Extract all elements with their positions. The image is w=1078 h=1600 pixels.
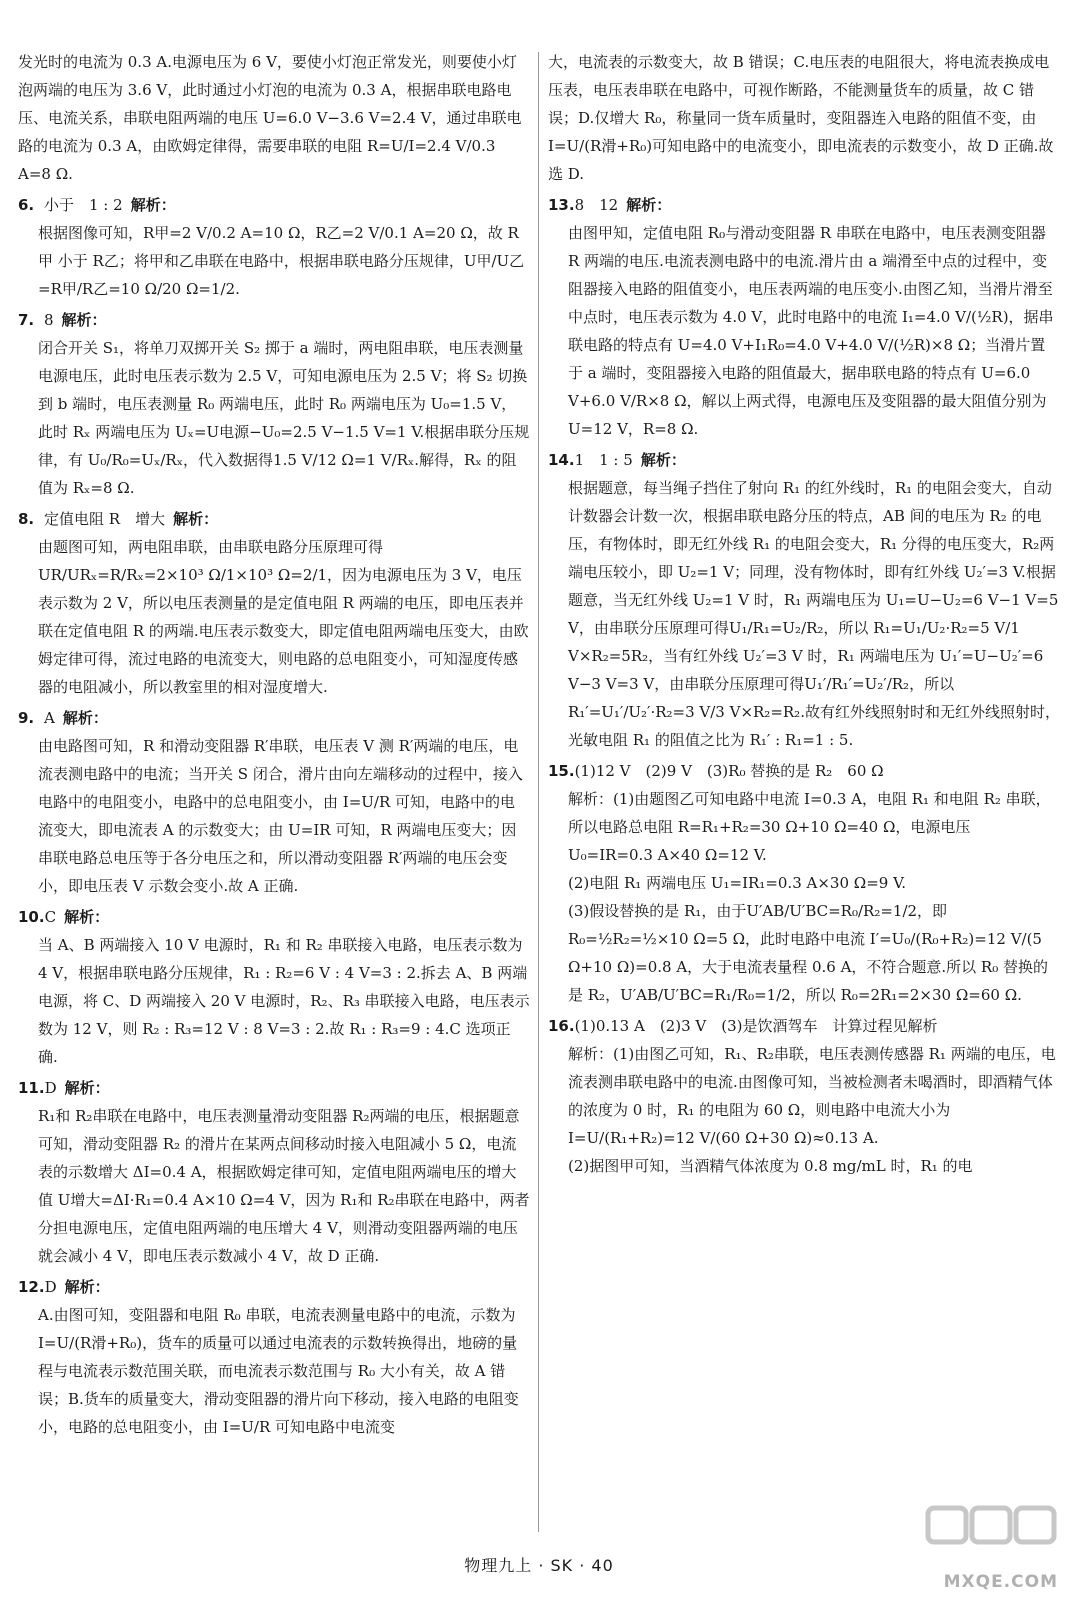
answer-item — [18, 191, 530, 303]
analysis-text: 由电路图可知，R 和滑动变阻器 R′串联，电压表 V 测 R′两端的电压，电流表测电路中的电流；当开关 S 闭合，滑片由向左端移动的过程中，接入电路中的电阻变小，电路中的总电阻变小，由 I=U/R 可知，电路中的电流变大，即电流表 A 的示数变大；由 U=IR 可知，R 两端电压变大；因串联电路总电压等于各分电压之和，所以滑动变阻器 R′两端的电压会变小，即电压表 V 示数会变小.故 A 正确. — [38, 737, 523, 895]
analysis-text: 当 A、B 两端接入 10 V 电源时，R₁ 和 R₂ 串联接入电路，电压表示数为 4 V，根据串联电路分压规律，R₁ : R₂=6 V : 4 V=3 : 2.拆去 A、B 两端电源，将 C、D 两端接入 20 V 电源时，R₂、R₃ 串联接入电路，电压表示数为 12 V，则 R₂ : R₃=12 V : 8 V=3 : 2.故 R₁ : R₃=9 : 4.C 选项正确. — [38, 936, 530, 1066]
answer-item — [18, 48, 530, 188]
answer-value: 1 1 : 5 — [574, 451, 633, 469]
analysis-text: 由题图可知，两电阻串联，由串联电路分压原理可得UR/URₓ=R/Rₓ=2×10³ Ω/1×10³ Ω=2/1，因为电源电压为 3 V，电压表示数为 2 V，所以电压表测量的是定值电阻 R 两端的电压，即电压表并联在定值电阻 R 的两端.电压表示数变大，即定值电阻两端电压变大，由欧姆定律可得，流过电路的电流变大，则电路的总电阻变小，可知湿度传感器的电阻减小，所以教室里的相对湿度增大. — [38, 538, 529, 696]
answer-lead — [18, 903, 530, 931]
answer-lead — [18, 704, 530, 732]
question-number: 12. — [18, 1278, 45, 1296]
answer-item — [18, 306, 530, 502]
answer-lead — [18, 1273, 530, 1301]
answer-item — [18, 903, 530, 1071]
answer-lead — [548, 1012, 1060, 1040]
answer-lead — [548, 446, 1060, 474]
left-column — [18, 48, 530, 1444]
analysis-text: 解析：(1)由图乙可知，R₁、R₂串联，电压表测传感器 R₁ 两端的电压，电流表测串联电路中的电流.由图像可知，当被检测者未喝酒时，即酒精气体的浓度为 0 时，R₁ 的电阻为 60 Ω，则电路中电流大小为 I=U/(R₁+R₂)=12 V/(60 Ω+30 Ω)≈0.13 A. (2)据图甲可知，当酒精气体浓度为 0.8 mg/mL 时，R₁ 的电 — [568, 1045, 1056, 1175]
answer-item — [18, 1273, 530, 1441]
question-number: 9. — [18, 709, 35, 727]
answer-value: (1)12 V (2)9 V (3)R₀ 替换的是 R₂ 60 Ω — [574, 762, 884, 780]
analysis-tag: 解析： — [626, 196, 672, 214]
analysis-tag: 解析： — [173, 510, 219, 528]
analysis-text: 由图甲知，定值电阻 R₀与滑动变阻器 R 串联在电路中，电压表测变阻器 R 两端的电压.电流表测电路中的电流.滑片由 a 端滑至中点的过程中，变阻器接入电路的阻值变小，电压表两端的电压变小.由图乙知，当滑片滑至中点时，电压表示数为 4.0 V，此时电路中的电流 I₁=4.0 V/(½R)，据串联电路的特点有 U=4.0 V+I₁R₀=4.0 V+4.0 V/(½R)×8 Ω；当滑片置于 a 端时，变阻器接入电路的阻值最大，据串联电路的特点有 U=6.0 V+6.0 V/R×8 Ω，解以上两式得，电源电压及变阻器的最大阻值分别为 U=12 V，R=8 Ω. — [568, 224, 1054, 438]
answer-value: D — [44, 1079, 57, 1097]
page-footer: 物理九上 · SK · 40 — [464, 1556, 614, 1575]
answer-item — [18, 505, 530, 701]
answer-lead — [548, 757, 1060, 785]
answer-value: 定值电阻 R 增大 — [44, 510, 166, 528]
analysis-text: 根据图像可知，R甲=2 V/0.2 A=10 Ω，R乙=2 V/0.1 A=20 Ω，故 R甲 小于 R乙；将甲和乙串联在电路中，根据串联电路分压规律，U甲/U乙=R甲/R乙=10 Ω/20 Ω=1/2. — [38, 224, 525, 298]
answer-item — [18, 1074, 530, 1270]
analysis-text: 闭合开关 S₁，将单刀双掷开关 S₂ 掷于 a 端时，两电阻串联，电压表测量电源电压，此时电压表示数为 2.5 V，可知电源电压为 2.5 V；将 S₂ 切换到 b 端时，电压表测量 R₀ 两端电压，此时 R₀ 两端电压为 U₀=1.5 V，此时 Rₓ 两端电压为 Uₓ=U电源−U₀=2.5 V−1.5 V=1 V.根据串联分压规律，有 U₀/R₀=Uₓ/Rₓ，代入数据得1.5 V/12 Ω=1 V/Rₓ.解得，Rₓ 的阻值为 Rₓ=8 Ω. — [38, 339, 530, 497]
answer-item — [548, 48, 1060, 188]
analysis-text: 大，电流表的示数变大，故 B 错误；C.电压表的电阻很大，将电流表换成电压表，电压表串联在电路中，可视作断路，不能测量货车的质量，故 C 错误；D.仅增大 R₀，称量同一货车质量时，变阻器连入电路的阻值不变，由 I=U/(R滑+R₀)可知电路中的电流变小，即电流表的示数变小，故 D 正确.故选 D. — [548, 53, 1054, 183]
answer-value: 小于 1 : 2 — [44, 196, 123, 214]
question-number: 16. — [548, 1017, 575, 1035]
question-number: 10. — [18, 908, 45, 926]
answer-item — [548, 446, 1060, 754]
answer-value: A — [44, 709, 55, 727]
answer-item — [548, 757, 1060, 1009]
answer-lead — [18, 1074, 530, 1102]
answer-item — [548, 1012, 1060, 1180]
answer-lead — [18, 306, 530, 334]
question-number: 11. — [18, 1079, 45, 1097]
analysis-text: 根据题意，每当绳子挡住了射向 R₁ 的红外线时，R₁ 的电阻会变大，自动计数器会计数一次，根据串联电路分压的特点，AB 间的电压为 R₂ 的电压，有物体时，即无红外线 R₁ 的电阻会变大，R₁ 分得的电压变大，R₂两端电压较小，即 U₂=1 V；同理，没有物体时，即有红外线 U₂′=3 V.根据题意，当无红外线 U₂=1 V 时，R₁ 两端电压为 U₁=U−U₂=6 V−1 V=5 V，由串联分压原理可得U₁/R₁=U₂/R₂，所以 R₁=U₁/U₂·R₂=5 V/1 V×R₂=5R₂，当有红外线 U₂′=3 V 时，R₁ 两端电压为 U₁′=U−U₂′=6 V−3 V=3 V，由串联分压原理可得U₁′/R₁′=U₂′/R₂，所以 R₁′=U₁′/U₂′·R₂=3 V/3 V×R₂=R₂.故有红外线照射时和无红外线照射时，光敏电阻 R₁ 的阻值之比为 R₁′ : R₁=1 : 5. — [568, 479, 1060, 749]
right-column — [548, 48, 1060, 1183]
column-divider — [538, 52, 539, 1532]
answer-lead — [18, 505, 530, 533]
question-number: 13. — [548, 196, 575, 214]
analysis-text: A.由图可知，变阻器和电阻 R₀ 串联，电流表测量电路中的电流，示数为 I=U/(R滑+R₀)，货车的质量可以通过电流表的示数转换得出，地磅的量程与电流表示数范围关联，而电流表示数范围与 R₀ 大小有关，故 A 错误；B.货车的质量变大，滑动变阻器的滑片向下移动，接入电路的电阻变小，电路的总电阻变小，由 I=U/R 可知电路中电流变 — [38, 1306, 519, 1436]
answer-value: 8 12 — [574, 196, 619, 214]
question-number: 8. — [18, 510, 35, 528]
analysis-tag: 解析： — [640, 451, 686, 469]
analysis-text: 解析：(1)由题图乙可知电路中电流 I=0.3 A，电阻 R₁ 和电阻 R₂ 串联，所以电路总电阻 R=R₁+R₂=30 Ω+10 Ω=40 Ω，电源电压 U₀=IR=0.3 A×40 Ω=12 V. (2)电阻 R₁ 两端电压 U₁=IR₁=0.3 A×30 Ω=9 V. (3)假设替换的是 R₁，由于U′AB/U′BC=R₀/R₂=1/2，即 R₀=½R₂=½×10 Ω=5 Ω，此时电路中电流 I′=U₀/(R₀+R₂)=12 V/(5 Ω+10 Ω)=0.8 A，大于电流表量程 0.6 A，不符合题意.所以 R₀ 替换的是 R₂，U′AB/U′BC=R₁/R₀=1/2，所以 R₀=2R₁=2×30 Ω=60 Ω. — [568, 790, 1051, 1004]
question-number: 6. — [18, 196, 35, 214]
watermark-text: MXQE.COM — [943, 1572, 1058, 1592]
answer-value: D — [44, 1278, 57, 1296]
answer-lead — [548, 191, 1060, 219]
analysis-tag: 解析： — [64, 1278, 110, 1296]
answer-value: 8 — [44, 311, 54, 329]
answer-item — [548, 191, 1060, 443]
question-number: 7. — [18, 311, 35, 329]
question-number: 15. — [548, 762, 575, 780]
analysis-tag: 解析： — [61, 311, 107, 329]
answer-value: (1)0.13 A (2)3 V (3)是饮酒驾车 计算过程见解析 — [574, 1017, 938, 1035]
analysis-tag: 解析： — [64, 1079, 110, 1097]
question-number: 14. — [548, 451, 575, 469]
answer-lead — [18, 191, 530, 219]
analysis-text: 发光时的电流为 0.3 A.电源电压为 6 V，要使小灯泡正常发光，则要使小灯泡两端的电压为 3.6 V，此时通过小灯泡的电流为 0.3 A，根据串联电路电压、电流关系，串联电阻两端的电压 U=6.0 V−3.6 V=2.4 V，通过串联电路的电流为 0.3 A，由欧姆定律得，需要串联的电阻 R=U/I=2.4 V/0.3 A=8 Ω. — [18, 53, 522, 183]
answer-value: C — [44, 908, 57, 926]
analysis-text: R₁和 R₂串联在电路中，电压表测量滑动变阻器 R₂两端的电压，根据题意可知，滑动变阻器 R₂ 的滑片在某两点间移动时接入电阻减小 5 Ω，电流表的示数增大 ΔI=0.4 A，根据欧姆定律可知，定值电阻两端电压的增大值 U增大=ΔI·R₁=0.4 A×10 Ω=4 V，因为 R₁和 R₂串联在电路中，两者分担电源电压，定值电阻两端的电压增大 4 V，则滑动变阻器两端的电压就会减小 4 V，即电压表示数减小 4 V，故 D 正确. — [38, 1107, 530, 1265]
analysis-tag: 解析： — [130, 196, 176, 214]
analysis-tag: 解析： — [64, 908, 110, 926]
analysis-tag: 解析： — [62, 709, 108, 727]
answer-item — [18, 704, 530, 900]
